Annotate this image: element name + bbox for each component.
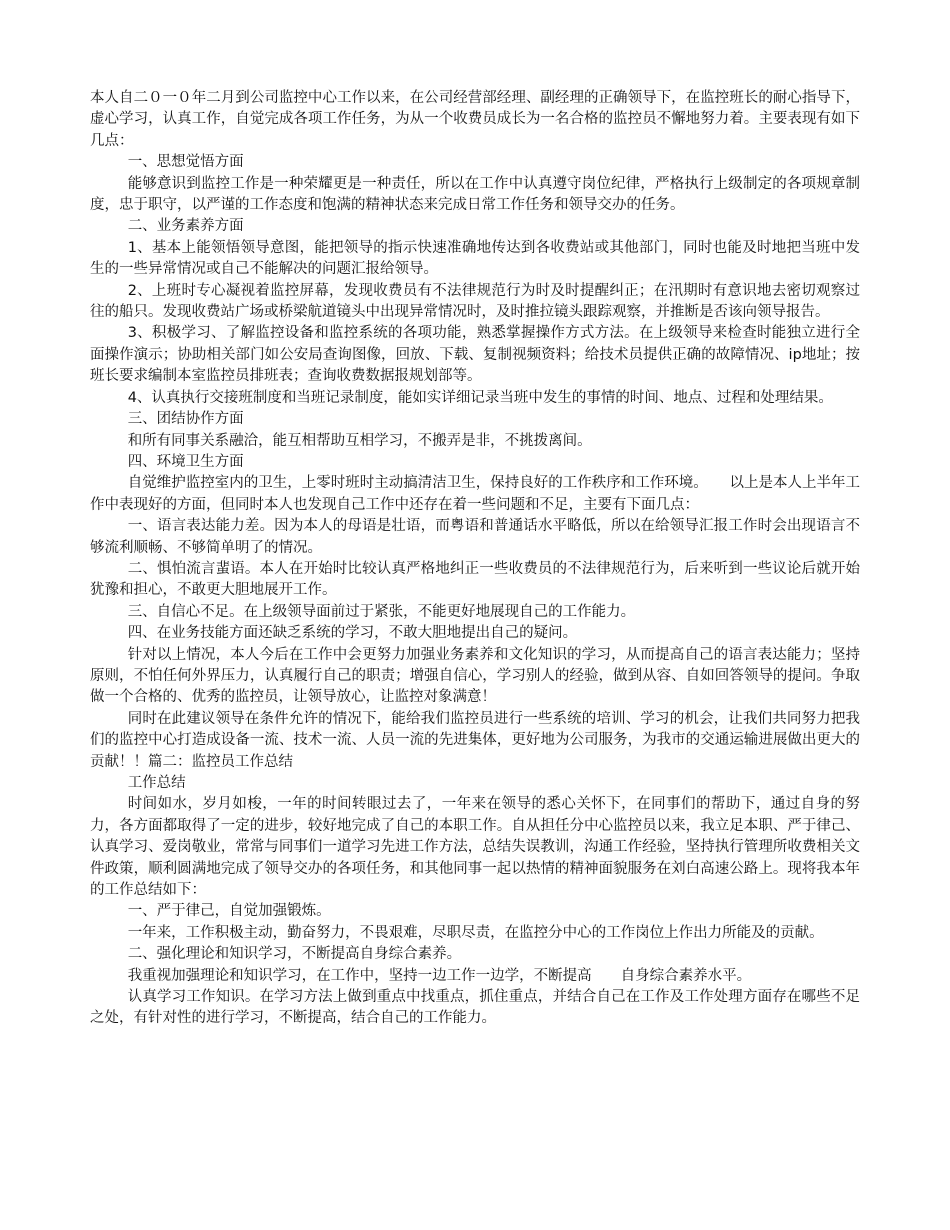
- document-paragraph: 同时在此建议领导在条件允许的情况下，能给我们监控员进行一些系统的培训、学习的机会，让我们共同努力把我们的监控中心打造成设备一流、技术一流、人员一流的先进集体，更好地为公司服务，为我市的交通运输进展做出更大的贡献！！篇二：监控员工作总结: [90, 710, 860, 770]
- document-paragraph: 1、基本上能领悟领导意图，能把领导的指示快速准确地传达到各收费站或其他部门，同时也能及时地把当班中发生的一些异常情况或自己不能解决的问题汇报给领导。: [90, 239, 860, 278]
- document-paragraph: 二、业务素养方面: [127, 218, 244, 235]
- document-paragraph: 认真学习工作知识。在学习方法上做到重点中找重点，抓住重点，并结合自己在工作及工作处理方面存在哪些不足之处，有针对性的进行学习，不断提高，结合自己的工作能力。: [90, 989, 860, 1027]
- document-paragraph: 工作总结: [127, 775, 186, 791]
- document-body: [90, 88, 860, 1030]
- document-paragraph: 2、上班时专心凝视着监控屏幕，发现收费员有不法律规范行为时及时提醒纠正；在汛期时有意识地去密切观察过往的船只。发现收费站广场或桥梁航道镜头中出现异常情况时，及时推拉镜头跟踪观察，并推断是否该向领导报告。: [90, 282, 860, 321]
- document-paragraph: 时间如水，岁月如梭，一年的时间转眼过去了，一年来在领导的悉心关怀下，在同事们的帮助下，通过自身的努力，各方面都取得了一定的进步，较好地完成了自己的本职工作。自从担任分中心监控员以来，我立足本职、严于律己、认真学习、爱岗敬业，常常与同事们一道学习先进工作方法，总结失误教训，沟通工作经验，坚持执行管理所收费相关文件政策，顺利圆满地完成了领导交办的各项任务，和其他同事一起以热情的精神面貌服务在刘白高速公路上。现将我本年的工作总结如下：: [90, 796, 860, 899]
- document-paragraph: 一、语言表达能力差。因为本人的母语是壮语，而粤语和普通话水平略低，所以在给领导汇报工作时会出现语言不够流利顺畅、不够简单明了的情况。: [90, 518, 860, 556]
- document-paragraph: 4、认真执行交接班制度和当班记录制度，能如实详细记录当班中发生的事情的时间、地点、过程和处理结果。: [127, 389, 833, 406]
- document-paragraph: 三、自信心不足。在上级领导面前过于紧张，不能更好地展现自己的工作能力。: [127, 603, 636, 620]
- document-paragraph: 二、强化理论和知识学习，不断提高自身综合素养。: [127, 946, 462, 963]
- document-paragraph: 四、在业务技能方面还缺乏系统的学习，不敢大胆地提出自己的疑问。: [127, 625, 578, 642]
- document-paragraph: 针对以上情况，本人今后在工作中会更努力加强业务素养和文化知识的学习，从而提高自己的语言表达能力；坚持原则，不怕任何外界压力，认真履行自己的职责；增强自信心，学习别人的经验，做到从容、自如回答领导的提问。争取做一个合格的、优秀的监控员，让领导放心，让监控对象满意！: [90, 646, 860, 706]
- document-paragraph: 四、环境卫生方面: [127, 453, 244, 470]
- document-paragraph: 三、团结协作方面: [127, 411, 244, 428]
- document-paragraph: 自觉维护监控室内的卫生，上零时班时主动搞清洁卫生，保持良好的工作秩序和工作环境。 以上是本人上半年工作中表现好的方面，但同时本人也发现自己工作中还存在着一些问题和不足，主要有下面几点：: [90, 475, 860, 513]
- document-paragraph: 一、思想觉悟方面: [127, 154, 244, 171]
- document-paragraph: 能够意识到监控工作是一种荣耀更是一种责任，所以在工作中认真遵守岗位纪律，严格执行上级制定的各项规章制度，忠于职守，以严谨的工作态度和饱满的精神状态来完成日常工作任务和领导交办的任务。: [90, 175, 860, 214]
- document-paragraph: 二、惧怕流言蜚语。本人在开始时比较认真严格地纠正一些收费员的不法律规范行为，后来听到一些议论后就开始犹豫和担心，不敢更大胆地展开工作。: [90, 560, 860, 599]
- document-paragraph: 本人自二０一０年二月到公司监控中心工作以来，在公司经营部经理、副经理的正确领导下，在监控班长的耐心指导下，虚心学习，认真工作，自觉完成各项工作任务，为从一个收费员成长为一名合格的监控员不懈地努力着。主要表现有如下几点：: [90, 90, 860, 149]
- document-paragraph: 一、严于律己，自觉加强锻炼。: [127, 903, 331, 920]
- document-paragraph: 3、积极学习、了解监控设备和监控系统的各项功能，熟悉掌握操作方式方法。在上级领导来检查时能独立进行全面操作演示；协助相关部门如公安局查询图像，回放、下载、复制视频资料；给技术员提供正确的故障情况、ip地址；按班长要求编制本室监控员排班表；查询收费数据报规划部等。: [90, 325, 860, 385]
- document-paragraph: 一年来，工作积极主动，勤奋努力，不畏艰难，尽职尽责，在监控分中心的工作岗位上作出力所能及的贡献。: [127, 924, 824, 941]
- document-paragraph: 和所有同事关系融洽，能互相帮助互相学习，不搬弄是非，不挑拨离间。: [127, 432, 592, 449]
- document-paragraph: 我重视加强理论和知识学习，在工作中，坚持一边工作一边学，不断提高 自身综合素养水平。: [127, 967, 752, 984]
